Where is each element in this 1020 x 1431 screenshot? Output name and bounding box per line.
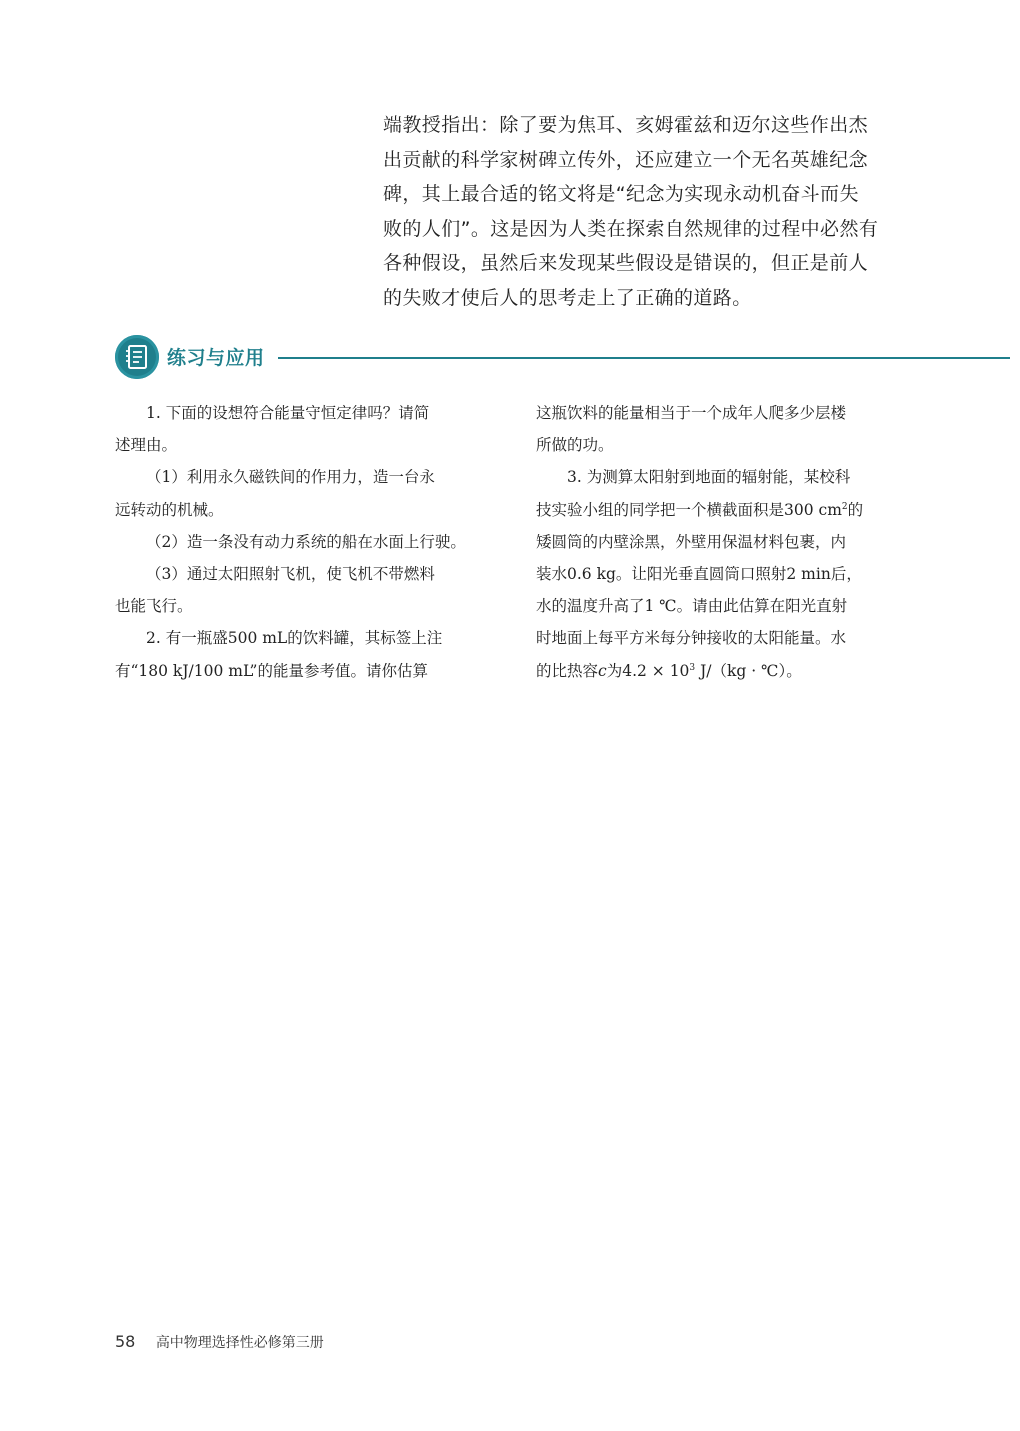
exercise-line: 1. 下面的设想符合能量守恒定律吗？请简 <box>146 404 430 422</box>
book-title: 高中物理选择性必修第三册 <box>155 1335 324 1351</box>
exercise-text: 为4.2 × 10 <box>606 661 690 680</box>
exercise-text: 技实验小组的同学把一个横截面积是300 cm <box>536 500 842 519</box>
page-number: 58 <box>115 1332 136 1351</box>
intro-line: 的失败才使后人的思考走上了正确的道路。 <box>383 286 752 309</box>
exercise-line: 装水0.6 kg。让阳光垂直圆筒口照射2 min后， <box>536 565 862 584</box>
intro-line: 碑，其上最合适的铭文将是“纪念为实现永动机奋斗而失 <box>383 183 859 205</box>
exercise-text: 的比热容 <box>536 661 599 680</box>
exercises-right-column <box>536 397 898 687</box>
exercise-line: 这瓶饮料的能量相当于一个成年人爬多少层楼 <box>536 404 847 422</box>
exercise-line <box>536 655 898 687</box>
exercise-line: 远转动的机械。 <box>115 500 224 519</box>
exercise-line: 也能飞行。 <box>115 597 193 616</box>
section-title: 练习与应用 <box>167 347 265 369</box>
exercise-line: （2）造一条没有动力系统的船在水面上行驶。 <box>146 532 466 551</box>
exercise-line: 矮圆筒的内壁涂黑，外壁用保温材料包裹，内 <box>536 532 847 551</box>
page-footer <box>115 1332 324 1352</box>
exercise-line: 有“180 kJ/100 mL”的能量参考值。请你估算 <box>115 661 428 680</box>
exercise-text: 的 <box>847 500 864 519</box>
exercise-line: 述理由。 <box>115 436 178 455</box>
exercise-line: （3）通过太阳照射飞机，使飞机不带燃料 <box>146 565 435 584</box>
variable-c: c <box>598 661 607 680</box>
exercise-line: 时地面上每平方米每分钟接收的太阳能量。水 <box>536 629 847 648</box>
intro-paragraph <box>383 108 903 315</box>
exercise-line <box>536 494 898 526</box>
exercise-line: 所做的功。 <box>536 436 614 455</box>
exercise-line: 2. 有一瓶盛500 mL的饮料罐，其标签上注 <box>146 629 443 648</box>
exercise-text: J/（kg · ℃）。 <box>700 661 802 680</box>
exercise-line: 3. 为测算太阳射到地面的辐射能，某校科 <box>567 468 851 487</box>
intro-line: 各种假设，虽然后来发现某些假设是错误的，但正是前人 <box>383 252 869 274</box>
exercise-line: 水的温度升高了1 ℃。请由此估算在阳光直射 <box>536 597 848 616</box>
exercises-left-column <box>115 397 477 687</box>
intro-line: 出贡献的科学家树碑立传外，还应建立一个无名英雄纪念 <box>383 148 869 171</box>
superscript: 3 <box>689 662 696 673</box>
section-divider <box>278 357 1010 359</box>
section-header <box>115 335 1010 379</box>
intro-line: 端教授指出：除了要为焦耳、亥姆霍兹和迈尔这些作出杰 <box>383 114 869 136</box>
superscript: 2 <box>841 501 848 512</box>
intro-line: 败的人们”。这是因为人类在探索自然规律的过程中必然有 <box>383 217 879 240</box>
exercise-book-icon <box>115 335 159 379</box>
exercise-line: （1）利用永久磁铁间的作用力，造一台永 <box>146 468 435 487</box>
